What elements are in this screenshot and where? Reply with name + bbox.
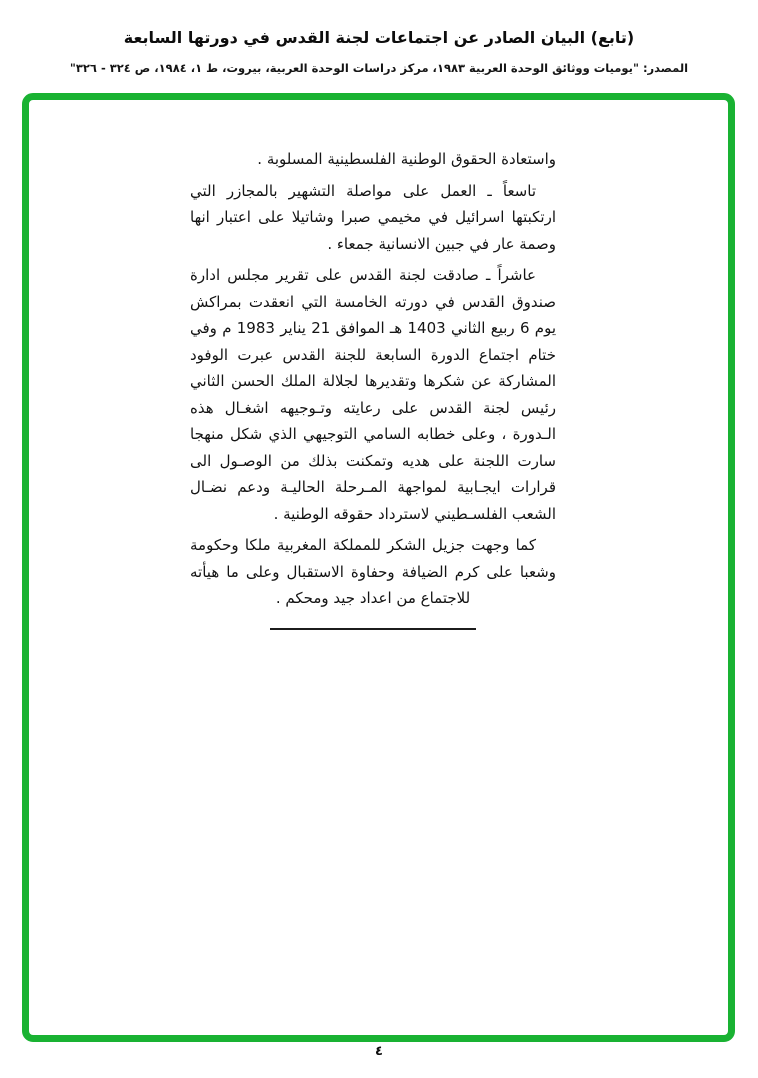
- paragraph-tenth-item: عاشراً ـ صادقت لجنة القدس على تقرير مجلس ادارة صندوق القدس في دورته الخامسة التي انعقدت بمراكش يوم 6 ربيع الثاني 1403 هـ الموافق 21 يناير 1983 م وفي ختام اجتماع الدورة السابعة للجنة القدس عبرت الوفود المشاركة عن شكرها وتقديرها لجلالة الملك الحسن الثاني رئيس لجنة القدس على رعايته وتـوجيهه اشغـال هذه الـدورة ، وعلى خطابه السامي التوجيهي الذي شكل منهجا سارت اللجنة على هديه وتمكنت بذلك من الوصـول الى قرارات ايجـابية لمواجهة المـرحلة الحاليـة ودعم نضـال الشعب الفلسـطيني لاسترداد حقوقه الوطنية .: [190, 266, 556, 523]
- end-divider-rule: [270, 628, 476, 630]
- paragraph-thanks: كما وجهت جزيل الشكر للمملكة المغربية ملكا وحكومة وشعبا على كرم الضيافة وحفاوة الاستقبال وعلى ما هيأته للاجتماع من اعداد جيد ومحكم .: [190, 536, 556, 607]
- body-text: [190, 146, 556, 630]
- paragraph-continuation: واستعادة الحقوق الوطنية الفلسطينية المسلوبة .: [257, 150, 556, 168]
- paragraph-ninth-item: تاسعاً ـ العمل على مواصلة التشهير بالمجازر التي ارتكبتها اسرائيل في مخيمي صبرا وشاتيلا على اعتبار انها وصمة عار في جبين الانسانية جمعاء .: [190, 181, 556, 253]
- source-citation: المصدر: "يوميات ووثائق الوحدة العربية ١٩٨٣، مركز دراسات الوحدة العربية، بيروت، ط ١، ١٩٨٤، ص ٣٢٤ - ٣٢٦": [69, 61, 689, 75]
- page-title: (تابع) البيان الصادر عن اجتماعات لجنة القدس في دورتها السابعة: [123, 28, 635, 47]
- page-number: ٤: [375, 1044, 383, 1059]
